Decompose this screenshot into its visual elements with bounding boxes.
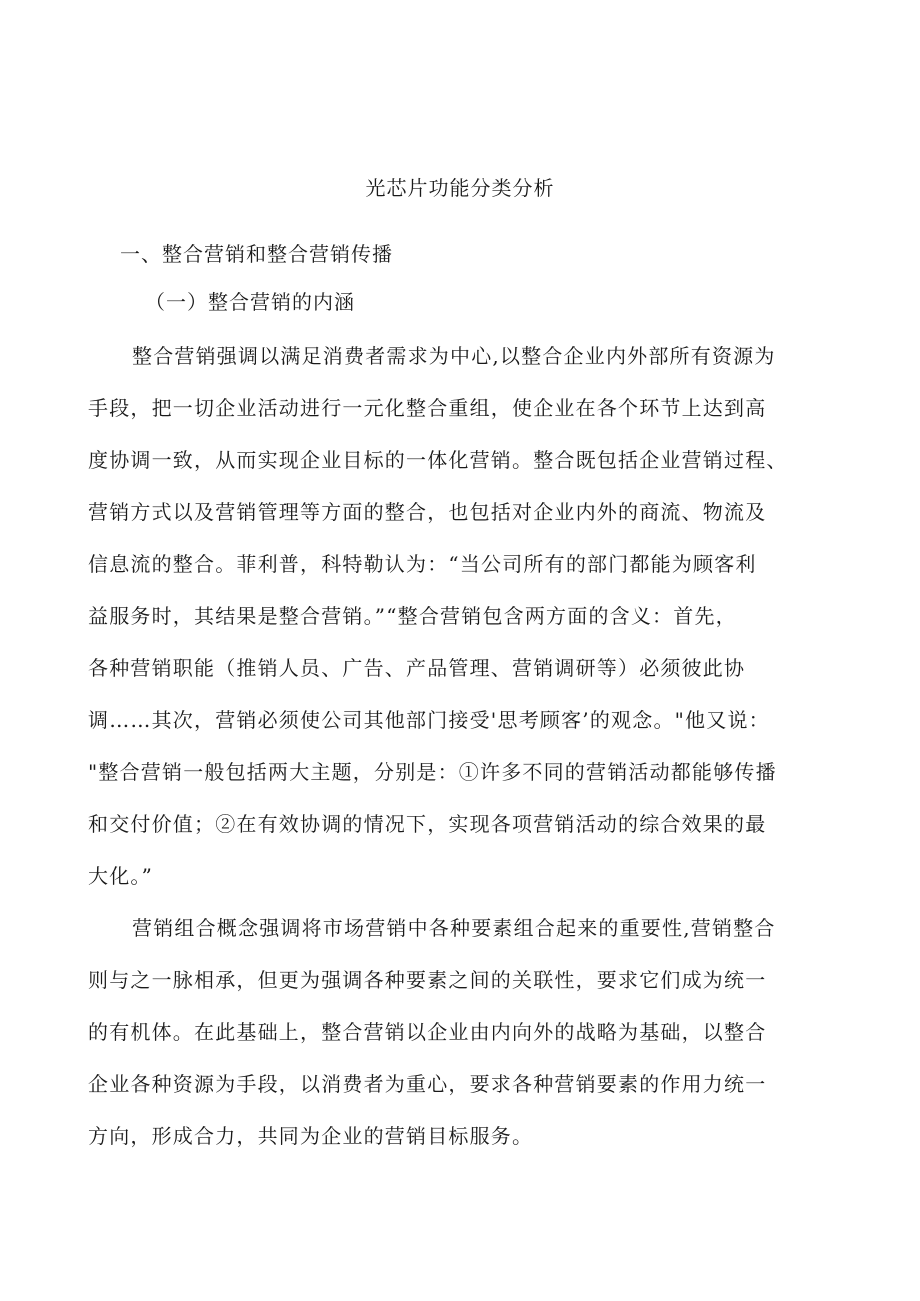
paragraph-line: 方向，形成合力，共同为企业的营销目标服务。: [88, 1124, 534, 1148]
paragraph-line: 则与之一脉相承，但更为强调各种要素之间的关联性，要求它们成为统一: [88, 968, 767, 992]
subsection-heading: （一）整合营销的内涵: [145, 290, 355, 314]
paragraph-line: 度协调一致，从而实现企业目标的一体化营销。整合既包括企业营销过程、: [88, 448, 788, 472]
paragraph-line: 信息流的整合。菲利普，科特勒认为：“当公司所有的部门都能为顾客利: [88, 552, 757, 576]
paragraph-line: 益服务时，其结果是整合营销。”“整合营销包含两方面的含义：首先，: [88, 604, 737, 628]
paragraph-line: 整合营销强调以满足消费者需求为中心,以整合企业内外部所有资源为: [132, 344, 776, 368]
paragraph-line: 企业各种资源为手段，以消费者为重心，要求各种营销要素的作用力统一: [88, 1072, 767, 1096]
paragraph-line: 大化。”: [88, 864, 154, 888]
paragraph-line: 手段，把一切企业活动进行一元化整合重组，使企业在各个环节上达到高: [88, 396, 767, 420]
paragraph-line: 和交付价值；②在有效协调的情况下，实现各项营销活动的综合效果的最: [88, 812, 767, 836]
paragraph-line: 营销组合概念强调将市场营销中各种要素组合起来的重要性,营销整合: [132, 916, 776, 940]
paragraph-1: [88, 330, 840, 902]
paragraph-2: [88, 902, 840, 1162]
paragraph-line: 各种营销职能（推销人员、广告、产品管理、营销调研等）必须彼此协: [88, 656, 746, 680]
section-heading: 一、整合营销和整合营销传播: [120, 242, 393, 266]
document-title: 光芯片功能分类分析: [365, 176, 555, 200]
paragraph-line: 调……其次，营销必须使公司其他部门接受'思考顾客’的观念。"他又说：: [88, 708, 770, 732]
paragraph-line: "整合营销一般包括两大主题，分别是：①许多不同的营销活动都能够传播: [88, 760, 777, 784]
paragraph-line: 的有机体。在此基础上，整合营销以企业由内向外的战略为基础，以整合: [88, 1020, 767, 1044]
paragraph-line: 营销方式以及营销管理等方面的整合，也包括对企业内外的商流、物流及: [88, 500, 767, 524]
